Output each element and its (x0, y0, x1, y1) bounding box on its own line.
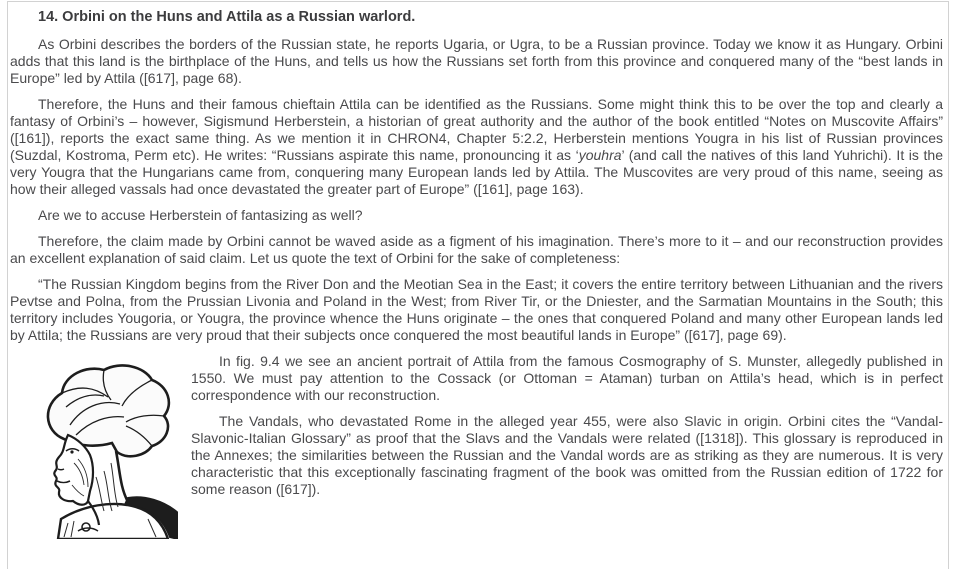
paragraph-question: Are we to accuse Herberstein of fantasizing as well? (38, 207, 363, 223)
document-page (7, 1, 949, 569)
paragraph-orbini-quote: “The Russian Kingdom begins from the River Don and the Meotian Sea in the East; it covers the entire territory between Lithuanian and the rivers Pevtse and Polna, from the Prussian Livonia and Poland in the West; from River Tir, or the Dniester, and the Sarmatian Mountains in the South; this territory includes Yougoria, or Yougra, the province whence the Huns originate – the ones that conquered Poland and many other European lands led by Attila; the Russians are very proud that their subjects once conquered the most beautiful lands in Europe” ([617], page 69). (10, 276, 943, 343)
paragraph-vandals: The Vandals, who devastated Rome in the alleged year 455, were also Slavic in origin. Orbini cites the “Vandal-Slavonic-Italian Glossary” as proof that the Slavs and the Vandals were related ([1318]). This glossary is reproduced in the Annexes; the similarities between the Russian and the Vandal words are as striking as they are numerous. It is very characteristic that this exceptionally fascinating fragment of the book was omitted from the Russian edition of 1722 for some reason ([617]). (191, 413, 943, 497)
italic-term-youhra: youhra (578, 147, 622, 163)
paragraph-fig-9-4: In fig. 9.4 we see an ancient portrait of Attila from the famous Cosmography of S. Munster, allegedly published in 1550. We must pay attention to the Cossack (or Ottoman = Ataman) turban on Attila’s head, which is in perfect correspondence with our reconstruction. (191, 353, 943, 403)
paragraph-herberstein-text: Therefore, the Huns and their famous chieftain Attila can be identified as the Russians. Some might think this to be over the top and clearly a fantasy of Orbini’s – however, Sigismund Herberstein, a historian of great authority and the author of the book entitled “Notes on Muscovite Affairs” ([161]), reports the exact same thing. As we mention it in CHRON4, Chapter 5:2.2, Herberstein mentions Yougra in his list of Russian provinces (Suzdal, Kostroma, Perm etc). He writes: “Russians aspirate this name, pronouncing it as ‘ (10, 96, 943, 163)
paragraph-claim: Therefore, the claim made by Orbini cannot be waved aside as a figment of his imagination. There’s more to it – and our reconstruction provides an excellent explanation of said claim. Let us quote the text of Orbini for the sake of completeness: (10, 233, 943, 266)
attila-portrait-image (28, 359, 178, 539)
paragraph-orbini-borders: As Orbini describes the borders of the Russian state, he reports Ugaria, or Ugra, to be a Russian province. Today we know it as Hungary. Orbini adds that this land is the birthplace of the Huns, and tells us how the Russians set forth from this province and conquered many of the “best lands in Europe” led by Attila ([617], page 68). (10, 36, 943, 86)
figure-section (10, 353, 943, 498)
paragraph-herberstein (10, 96, 943, 198)
section-heading: 14. Orbini on the Huns and Attila as a Russian warlord. (38, 9, 416, 25)
attila-portrait-figure (28, 359, 178, 539)
paragraph-herberstein-text-cont: ’ (and call the natives of this land Yuhrichi). It is the very Yougra that the Hungarians came from, conquering many European lands led by Attila. The Muscovites are very proud of this name, seeing as how their alleged vassals had once devastated the greater part of Europe” ([161], page 163). (10, 147, 943, 197)
